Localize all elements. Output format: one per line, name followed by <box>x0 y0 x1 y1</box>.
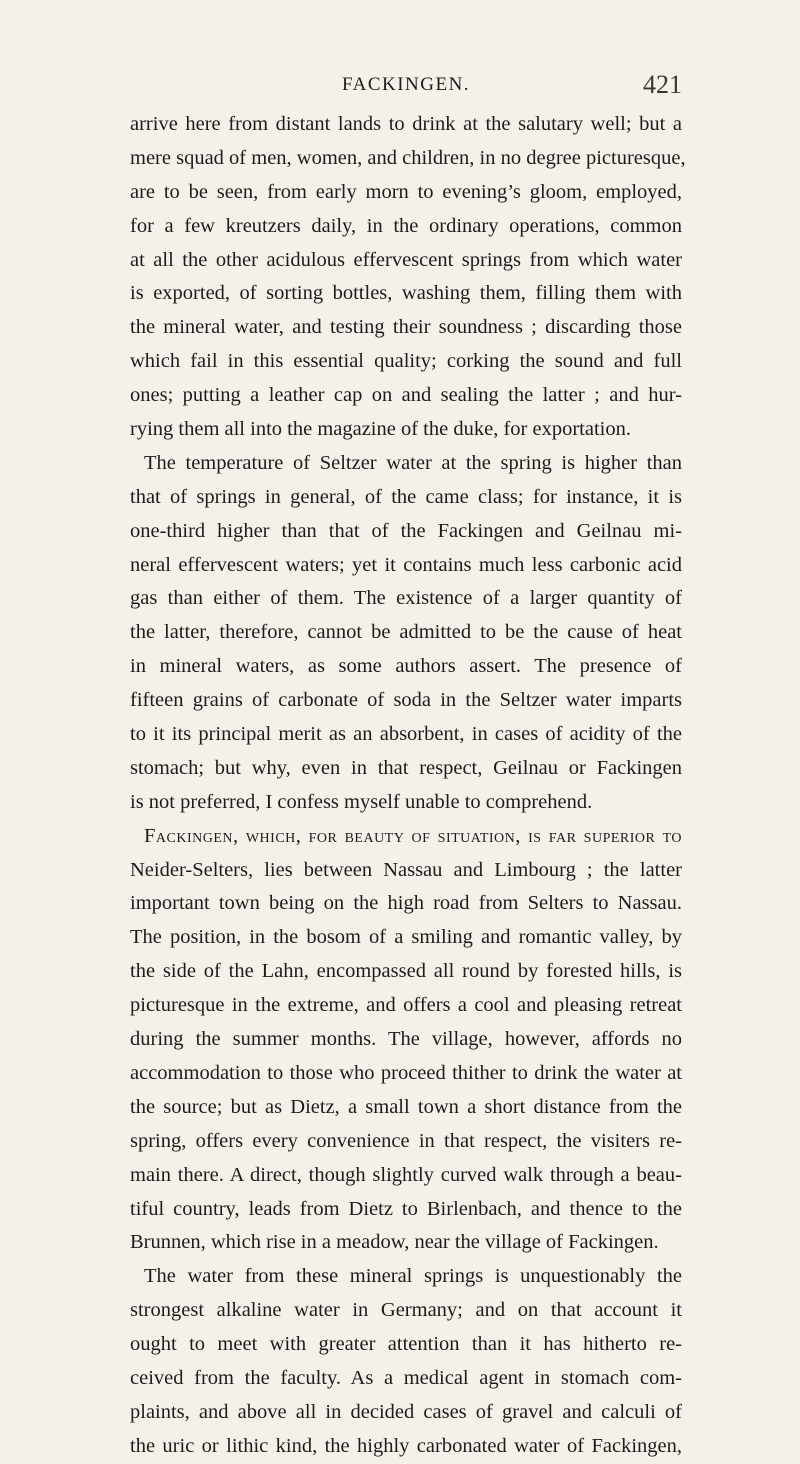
text-line: the uric or lithic kind, the highly carbonated water of Fackingen, <box>130 1434 682 1457</box>
text-line: accommodation to those who proceed thither to drink the water at <box>130 1061 682 1084</box>
text-line: at all the other acidulous effervescent springs from which water <box>130 248 682 271</box>
paragraph-start-line: The water from these mineral springs is unquestionably the <box>144 1265 682 1288</box>
text-line: are to be seen, from early morn to evening’s gloom, employed, <box>130 180 682 203</box>
text-line: main there. A direct, though slightly curved walk through a beau- <box>130 1163 682 1186</box>
text-line: Brunnen, which rise in a meadow, near the village of Fackingen. <box>130 1231 659 1254</box>
text-line: rying them all into the magazine of the duke, for exportation. <box>130 418 631 441</box>
text-line: is not preferred, I confess myself unable to comprehend. <box>130 790 593 813</box>
text-line: is exported, of sorting bottles, washing them, filling them with <box>130 282 682 305</box>
text-line: the source; but as Dietz, a small town a short distance from the <box>130 1095 682 1118</box>
text-line: gas than either of them. The existence of a larger quantity of <box>130 587 682 610</box>
text-line: Neider-Selters, lies between Nassau and Limbourg ; the latter <box>130 858 682 881</box>
text-line: the latter, therefore, cannot be admitted to be the cause of heat <box>130 621 682 644</box>
text-line: ought to meet with greater attention than it has hitherto re- <box>130 1333 682 1356</box>
text-line: arrive here from distant lands to drink at the salutary well; but a <box>130 113 682 135</box>
text-line: important town being on the high road from Selters to Nassau. <box>130 892 682 915</box>
text-line: tiful country, leads from Dietz to Birlenbach, and thence to the <box>130 1197 682 1220</box>
text-line: ones; putting a leather cap on and sealing the latter ; and hur- <box>130 384 682 407</box>
text-line: the side of the Lahn, encompassed all round by forested hills, is <box>130 960 682 983</box>
text-line: strongest alkaline water in Germany; and on that account it <box>130 1299 682 1322</box>
body-text <box>130 108 686 1464</box>
text-line: plaints, and above all in decided cases of gravel and calculi of <box>130 1400 682 1423</box>
text-line: that of springs in general, of the came class; for instance, it is <box>130 485 682 508</box>
running-head <box>130 68 682 102</box>
text-line: which fail in this essential quality; corking the sound and full <box>130 350 682 373</box>
text-line: in mineral waters, as some authors assert. The presence of <box>130 655 682 678</box>
text-line: The position, in the bosom of a smiling and romantic valley, by <box>130 926 682 949</box>
text-line: spring, offers every convenience in that respect, the visiters re- <box>130 1129 682 1152</box>
text-line: for a few kreutzers daily, in the ordinary operations, common <box>130 214 682 237</box>
text-line: picturesque in the extreme, and offers a cool and pleasing retreat <box>130 994 682 1017</box>
paragraph-start-line: The temperature of Seltzer water at the spring is higher than <box>144 451 682 474</box>
page-number: 421 <box>643 70 682 99</box>
text-line: the mineral water, and testing their soundness ; discarding those <box>130 316 682 339</box>
paragraph-start-line: Fackingen, which, for beauty of situation, is far superior to <box>144 824 682 847</box>
header-title: FACKINGEN. <box>341 74 471 95</box>
text-line: during the summer months. The village, however, affords no <box>130 1028 682 1051</box>
text-line: ceived from the faculty. As a medical agent in stomach com- <box>130 1366 682 1389</box>
text-line: to it its principal merit as an absorbent, in cases of acidity of the <box>130 723 682 746</box>
text-line: neral effervescent waters; yet it contains much less carbonic acid <box>130 553 682 576</box>
text-line: mere squad of men, women, and children, in no degree picturesque, <box>130 146 686 169</box>
text-line: one-third higher than that of the Fackingen and Geilnau mi- <box>130 519 682 542</box>
text-line: stomach; but why, even in that respect, Geilnau or Fackingen <box>130 756 682 779</box>
text-line: fifteen grains of carbonate of soda in the Seltzer water imparts <box>130 689 682 712</box>
